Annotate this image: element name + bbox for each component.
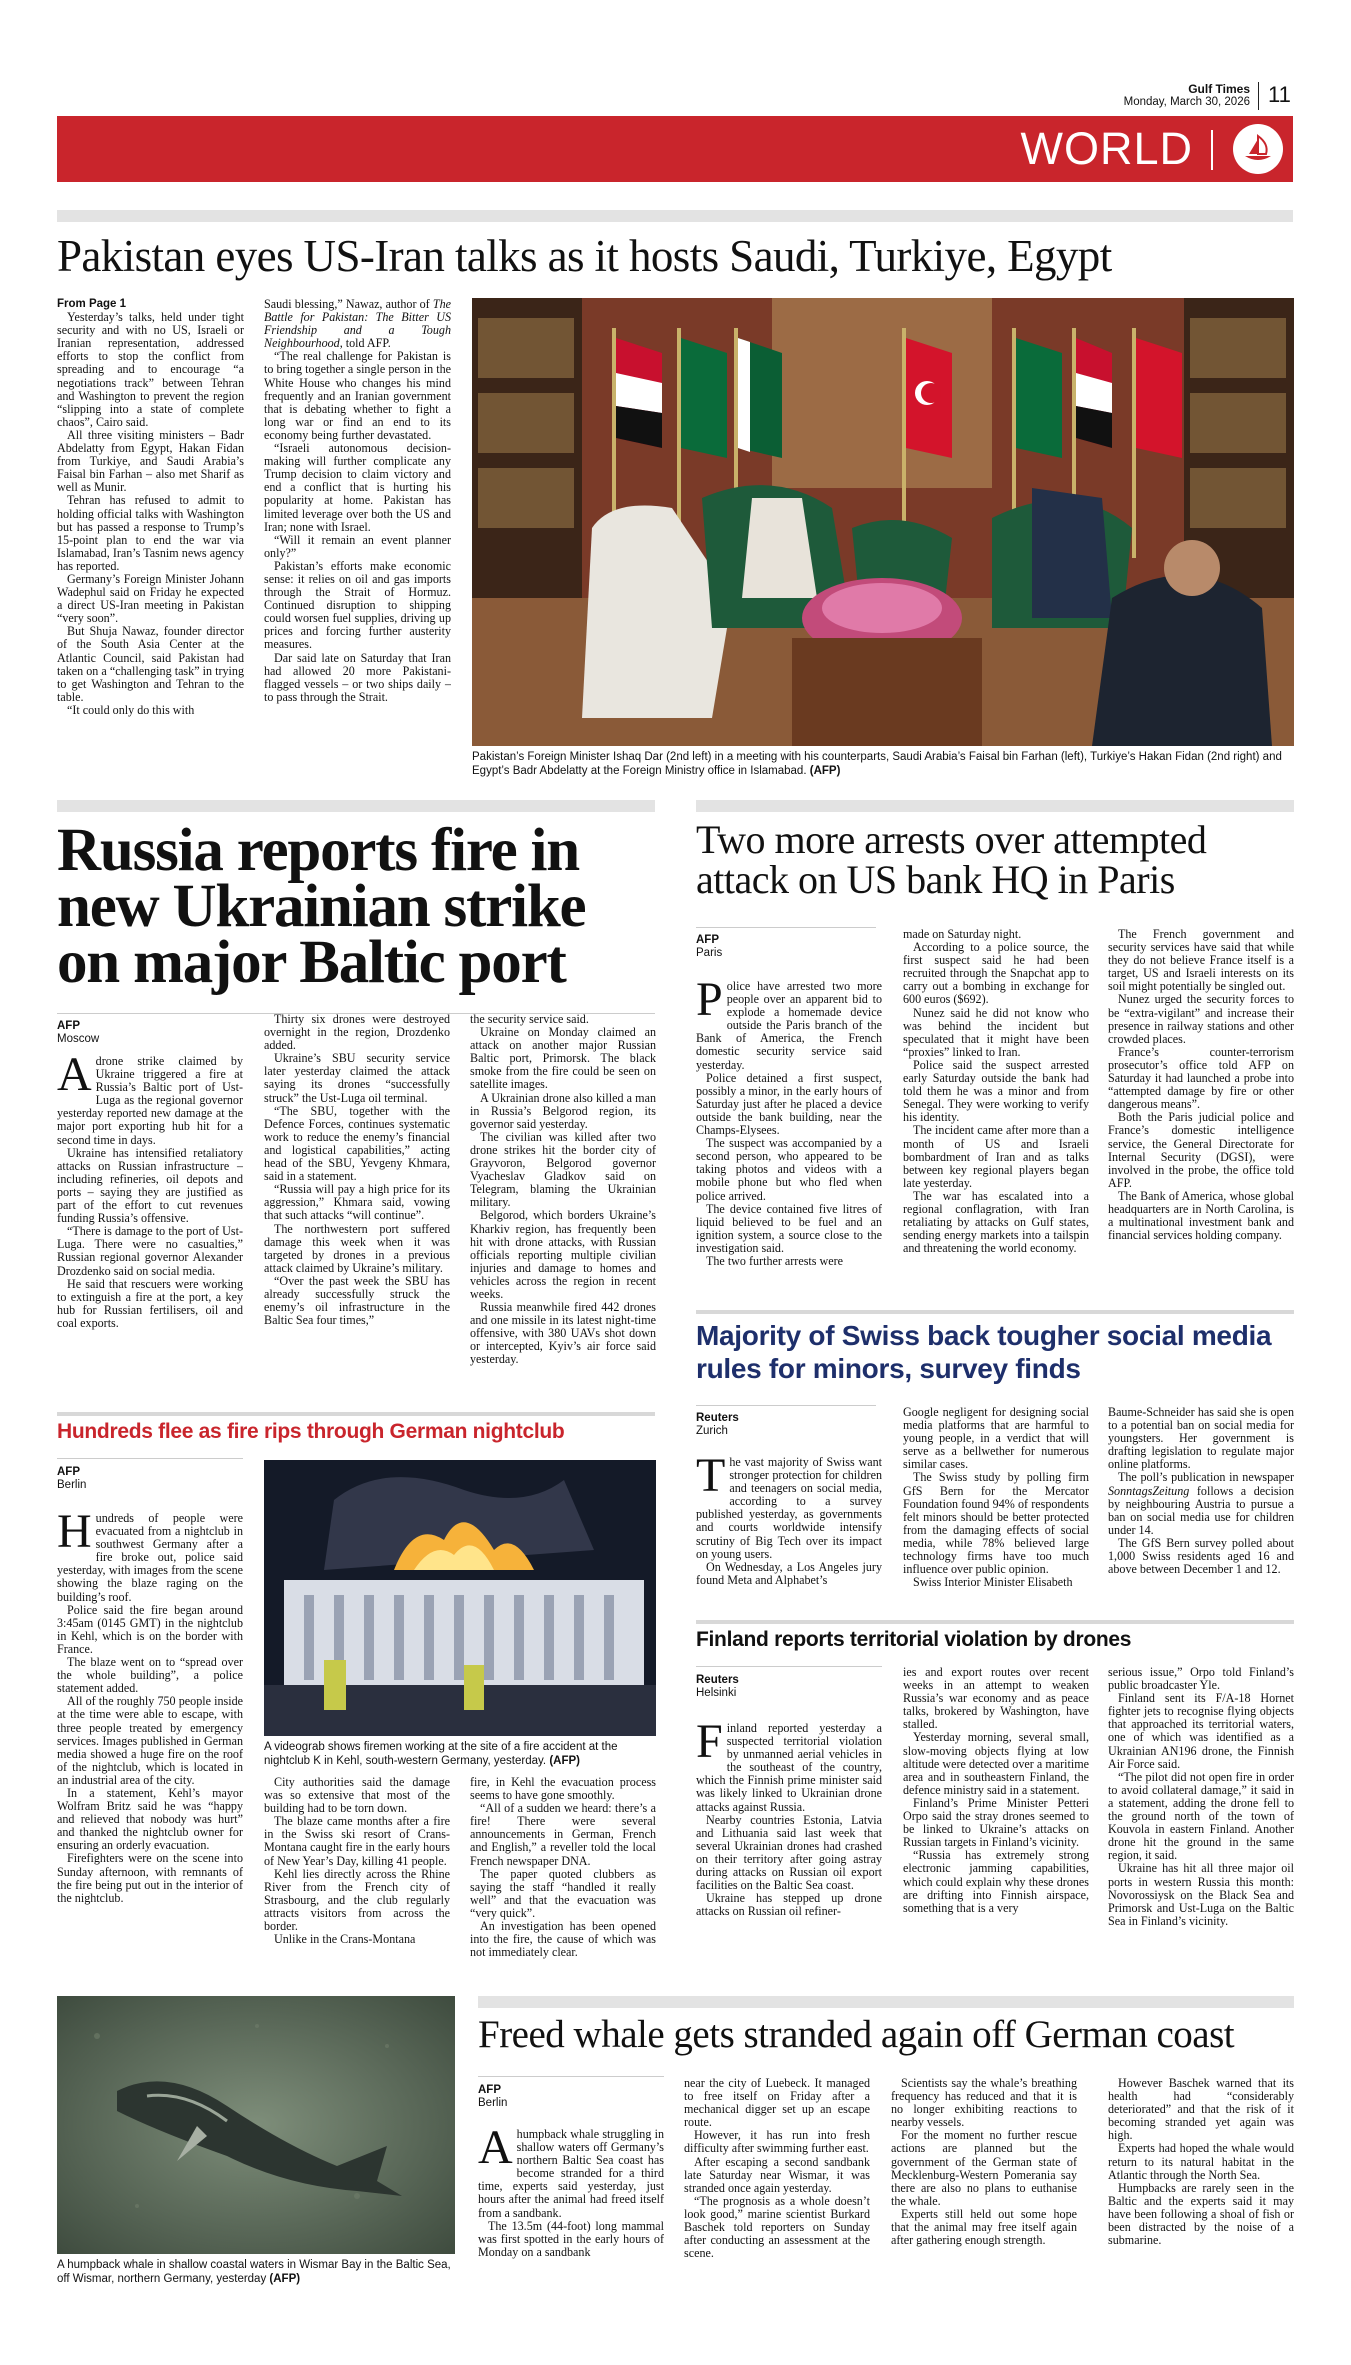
pakistan-column-2 (264, 298, 451, 778)
paragraph: serious issue,” Orpo told Finland’s public broadcaster Yle. (1108, 1666, 1294, 1693)
paragraph: However, it has run into fresh difficulty after swimming further east. (684, 2128, 870, 2156)
finland-column-1 (696, 1722, 882, 1982)
germany-column-3 (470, 1776, 656, 1982)
whale-photo-caption: A humpback whale in shallow coastal waters in Wismar Bay in the Baltic Sea, off Wismar, northern Germany, yesterday (AFP) (57, 2259, 451, 2285)
whale-photo (57, 1996, 455, 2254)
paris-headline: Two more arrests over attempted attack on US bank HQ in Paris (696, 817, 1207, 902)
paragraph: On Wednesday, a Los Angeles jury found Meta and Alphabet’s (696, 1559, 882, 1587)
from-page-note: From Page 1 (57, 298, 127, 310)
article-rule (478, 2076, 664, 2077)
paragraph: Kehl lies directly across the Rhine River from the French city of Strasbourg, and the club regularly attracts visitors from across the border. (264, 1866, 450, 1934)
whale-column-3 (891, 2077, 1077, 2343)
paragraph: Experts still held out some hope that the animal may free itself again after gathering enough strength. (891, 2206, 1077, 2248)
swiss-column-2 (903, 1406, 1089, 1618)
paragraph: The poll’s publication in newspaper SonntagsZeitung follows a decision by neighbouring Austria to pursue a ban on social media use for children under 14. (1108, 1470, 1294, 1537)
nightclub-fire-photo (264, 1460, 656, 1736)
paragraph: Scientists say the whale’s breathing frequency has reduced and that it is no longer exhibiting reactions to nearby vessels. (891, 2077, 1077, 2130)
russia-column-3 (470, 1013, 656, 1410)
paragraph: Finland sent its F/A-18 Hornet fighter jets to recognise flying objects that approached its territorial waters, one of which was identified as a Ukrainian AN196 drone, the Finnish Air Force said. (1108, 1691, 1294, 1771)
germany-byline (57, 1466, 86, 1492)
article-rule-top (478, 1996, 1294, 2008)
paragraph: An investigation has been opened into the fire, the cause of which was not immediately clear. (470, 1919, 656, 1960)
paragraph: Police have arrested two more people over an apparent bid to explode a homemade device outside the Paris branch of the Bank of America, the French domestic security service said yesterday. (696, 980, 882, 1072)
paragraph: In a statement, Kehl’s mayor Wolfram Britz said he was “happy and relieved that nobody was hurt” and thanked the nightclub owner for ensuring an orderly evacuation. (57, 1785, 243, 1853)
dateline: Berlin (57, 1479, 87, 1491)
agency: AFP (57, 1466, 80, 1478)
paragraph: “The SBU, together with the Defence Forces, continues systematic work to reduce the enemy’s financial and logistical capabilities,” acting head of the SBU, Yevgeny Khmara, said in a statement. (264, 1103, 450, 1184)
paragraph: Experts had hoped the whale would return to its natural habitat in the Atlantic through the North Sea. (1108, 2141, 1294, 2182)
paragraph: Yesterday morning, several small, slow-moving objects flying at low altitude were detected over a maritime area and in southeastern Finland, the defence ministry said in a statement. (903, 1730, 1089, 1797)
paragraph: “Russia has extremely strong electronic jamming capabilities, which could explain why these drones are drifting into Finnish airspace, something that is a very (903, 1848, 1089, 1915)
paragraph: ies and export routes over recent weeks in an attempt to weaken Russia’s war economy and as peace talks, brokered by Washington, have stalled. (903, 1666, 1089, 1732)
paragraph: near the city of Luebeck. It managed to free itself on Friday after a mechanical digger set up an escape route. (684, 2077, 870, 2130)
dhow-logo-icon (1233, 124, 1283, 174)
germany-column-2 (264, 1776, 450, 1982)
dateline: Moscow (57, 1033, 100, 1045)
section-divider (1211, 130, 1213, 170)
section-banner (57, 116, 1293, 182)
dateline: Paris (696, 947, 723, 959)
paragraph: “There is damage to the port of Ust-Luga. There were no casualties,” Russian regional governor Alexander Drozdenko said on social media. (57, 1224, 243, 1278)
whale-column-2 (684, 2077, 870, 2343)
paragraph: The blaze went on to “spread over the whole building”, a police statement added. (57, 1655, 243, 1696)
swiss-byline (696, 1412, 739, 1438)
paragraph: Yesterday’s talks, held under tight security and with no US, Israeli or Iranian representation, addressed efforts to stop the conflict from spreading and to encourage “a negotiations track” between Tehran and Washington to prevent the region “slipping into a state of complete chaos”, Cairo said. (57, 310, 244, 429)
paragraph: The blaze came months after a fire in the Swiss ski resort of Crans-Montana caught fire in the early hours of New Year’s Day, killing 41 people. (264, 1814, 450, 1868)
paragraph: The vast majority of Swiss want stronger protection for children and teenagers on social media, according to a survey published yesterday, as governments and courts worldwide intensify scrutiny of Big Tech over its impact on young users. (696, 1456, 882, 1561)
paragraph: Unlike in the Crans-Montana (274, 1932, 416, 1947)
agency: Reuters (696, 1412, 739, 1424)
article-rule (57, 1458, 243, 1459)
swiss-column-1 (696, 1456, 882, 1618)
pakistan-headline: Pakistan eyes US-Iran talks as it hosts Saudi, Turkiye, Egypt (57, 231, 1112, 281)
photo-credit: (AFP) (549, 1755, 580, 1767)
paris-column-3 (1108, 928, 1294, 1302)
paragraph: Humpbacks are rarely seen in the Baltic and the experts said it may have been following a shoal of fish or been distracted by the noise of a submarine. (1108, 2180, 1294, 2248)
paragraph: Both the Paris judicial police and France’s domestic intelligence service, the General Directorate for Internal Security (DGSI), were involved in the probe, the office told AFP. (1108, 1110, 1294, 1190)
russia-column-1 (57, 1055, 243, 1410)
paragraph: Ukraine has intensified retaliatory attacks on Russian infrastructure – including refineries, oil depots and ports – saying they are justified as part of the effort to cut revenues funding Russia’s offensive. (57, 1145, 243, 1226)
paragraph: The civilian was killed after two drone strikes hit the border city of Grayvoron, Belgorod governor Vyacheslav Gladkov said on Telegram, blaming the Ukrainian military. (470, 1129, 656, 1210)
agency: AFP (696, 934, 719, 946)
paragraph: But Shuja Nawaz, founder director of the South Asia Center at the Atlantic Council, said Pakistan had taken on a “challenging task” in trying to get Washington and Tehran to the table. (57, 624, 244, 704)
paragraph: The two further arrests were (706, 1253, 843, 1268)
paragraph: Saudi blessing,” Nawaz, author of The Battle for Pakistan: The Bitter US Friendship and a Tough Neighbourhood, told AFP. (264, 298, 451, 351)
finland-column-3 (1108, 1666, 1294, 1982)
paragraph: “Will it remain an event planner only?” (264, 532, 451, 560)
paragraph: Hundreds of people were evacuated from a nightclub in southwest Germany after a fire broke out, police said yesterday, with images from the scene showing the blaze raging on the building’s roof. (57, 1512, 243, 1604)
paragraph: “The pilot did not open fire in order to avoid collateral damage,” it said in a statement, adding the drone fell to the ground north of the town of Kouvola in eastern Finland. Another drone hit the ground in the same region, it said. (1108, 1769, 1294, 1863)
finland-byline (696, 1674, 739, 1700)
paragraph: City authorities said the damage was so extensive that most of the building had to be torn down. (264, 1776, 450, 1816)
paragraph: Pakistan’s efforts make economic sense: it relies on oil and gas imports through the Strait of Hormuz. Continued disruption to shipping could worsen fuel supplies, driving up prices and forcing further austerity measures. (264, 558, 451, 652)
paragraph: The French government and security services have said that while they do not believe France itself is a target, US and Israeli interests on its soil might potentially be singled out. (1108, 928, 1294, 994)
paragraph: Finland reported yesterday a suspected territorial violation by unmanned aerial vehicles in the southeast of the country, which the Finnish prime minister said was likely linked to Ukrainian drone attacks against Russia. (696, 1722, 882, 1814)
paragraph: the security service said. (470, 1013, 589, 1026)
article-rule-top (57, 1412, 655, 1416)
article-rule-top (696, 1310, 1294, 1314)
paragraph: Nearby countries Estonia, Latvia and Lithuania said last week that several Ukrainian drones had crashed on their territory after going astray during attacks on Russian oil export facilities on the Baltic Sea coast. (696, 1812, 882, 1893)
paragraph: “It could only do this with (67, 702, 195, 717)
paragraph: Firefighters were on the scene into Sunday afternoon, with remnants of the fire being put out in the interior of the nightclub. (57, 1851, 243, 1905)
paragraph: The suspect was accompanied by a second person, who appeared to be taking photos and videos with a mobile phone but who fled when police arrived. (696, 1136, 882, 1203)
paragraph: The paper quoted clubbers as saying the staff “handled it really well” and that the evacuation was “very quick”. (470, 1866, 656, 1920)
russia-byline (57, 1020, 99, 1046)
article-rule-top (696, 800, 1294, 812)
article-rule (696, 1405, 876, 1406)
paragraph: Ukraine on Monday claimed an attack on another major Russian Baltic port, Primorsk. The black smoke from the fire could be seen on satellite images. (470, 1025, 656, 1092)
pakistan-photo-caption: Pakistan’s Foreign Minister Ishaq Dar (2nd left) in a meeting with his counterparts, Saudi Arabia’s Faisal bin Farhan (left), Turkiye’s Hakan Fidan (2nd right) and Egypt’s Badr Abdelatty at the Foreign Ministry office in Islamabad. (AFP) (472, 751, 1282, 777)
paragraph: “Over the past week the SBU has already successfully struck the enemy’s oil infrastructure in the Baltic Sea four times,” (264, 1273, 450, 1328)
masthead: Gulf Times (1188, 82, 1250, 96)
dateline: Zurich (696, 1425, 728, 1437)
section-title: WORLD (1020, 123, 1193, 174)
article-rule (696, 927, 876, 928)
photo-credit: (AFP) (269, 2273, 301, 2285)
germany-headline: Hundreds flee as fire rips through German nightclub (57, 1420, 565, 1443)
finland-headline: Finland reports territorial violation by drones (696, 1628, 1132, 1651)
agency: AFP (57, 1020, 80, 1032)
paragraph: Nunez said he did not know who was behind the incident but speculated that it might have been “proxies” linked to Iran. (903, 1005, 1089, 1059)
dateline: Helsinki (696, 1687, 737, 1699)
paragraph: fire, in Kehl the evacuation process seems to have gone smoothly. (470, 1776, 656, 1803)
paragraph: Police detained a first suspect, possibly a minor, in the early hours of Saturday just after he placed a device outside the bank building, near the Champs-Elysees. (696, 1070, 882, 1138)
paragraph: Russia meanwhile fired 442 drones and one missile in its latest night-time offensive, with 380 UAVs shot down or intercepted, Kyiv’s air force said yesterday. (470, 1300, 656, 1367)
paragraph: He said that rescuers were working to extinguish a fire at the port, a key hub for Russian fertilisers, oil and coal exports. (57, 1276, 243, 1330)
paragraph: The northwestern port suffered damage this week when it was targeted by drones in a previous attack claimed by Ukraine’s military. (264, 1221, 450, 1275)
newspaper-name: SonntagsZeitung (1108, 1483, 1190, 1498)
paragraph: “All of a sudden we heard: there’s a fire! There were several announcements in German, French and English,” a reveller told the local French newspaper DNA. (470, 1801, 656, 1868)
paragraph: France’s counter-terrorism prosecutor’s office told AFP on Saturday it had launched a probe into “attempted damage by fire or other dangerous means”. (1108, 1044, 1294, 1112)
whale-headline: Freed whale gets stranded again off German coast (478, 2013, 1235, 2056)
paragraph: “The prognosis as a whole doesn’t look good,” marine scientist Burkard Baschek told reporters on Sunday after conducting an assessment at the scene. (684, 2193, 870, 2261)
paragraph: “The real challenge for Pakistan is to bring together a single person in the White House who changes his mind frequently and an Iranian government that is debating whether to fight a long war or find an end to its economy being further devastated. (264, 349, 451, 442)
paragraph: The device contained five litres of liquid believed to be fuel and an ignition system, a source close to the investigation said. (696, 1201, 882, 1255)
article-rule-top (57, 800, 655, 812)
russia-column-2 (264, 1013, 450, 1410)
article-rule-top (696, 1620, 1294, 1624)
paragraph: According to a police source, the first suspect said he had been recruited through the Snapchat app to carry out a bombing in exchange for 600 euros ($692). (903, 940, 1089, 1007)
germany-photo-caption: A videograb shows firemen working at the site of a fire accident at the nightclub K in Kehl, south-western Germany, yesterday. (AFP) (264, 1741, 618, 1767)
paragraph: made on Saturday night. (903, 928, 1022, 941)
paris-column-2 (903, 928, 1089, 1302)
finland-column-2 (903, 1666, 1089, 1982)
whale-byline (478, 2084, 507, 2110)
paragraph: The GfS Bern survey polled about 1,000 Swiss residents aged 16 and above between December 1 and 12. (1108, 1535, 1294, 1577)
photo-credit: (AFP) (809, 765, 841, 777)
paris-column-1 (696, 980, 882, 1302)
paragraph: Nunez urged the security forces to be “extra-vigilant” and increase their presence in railway stations and other crowded places. (1108, 992, 1294, 1046)
paragraph: “Russia will pay a high price for its aggression,” Khmara said, vowing that such attacks “will continue”. (264, 1182, 450, 1223)
whale-column-1 (478, 2128, 664, 2343)
paragraph: The incident came after more than a month of US and Israeli bombardment of Iran and as talks between key regional players began late yesterday. (903, 1123, 1089, 1190)
paragraph: “Israeli autonomous decision-making will further complicate any Trump decision to claim victory and end a conflict that is hurting his popularity at home. Pakistan has limited leverage over both the US and Iran; none with Israel. (264, 441, 451, 534)
paragraph: Adrone strike claimed by Ukraine triggered a fire at Russia’s Baltic port of Ust-Luga as the regional governor yesterday reported new damage at the major port exporting hub hit for a second time in days. (57, 1055, 243, 1147)
paragraph: For the moment no further rescue actions are planned but the government of the German state of Mecklenburg-Western Pomerania say there are also no plans to euthanise the whale. (891, 2128, 1077, 2208)
paragraph: However Baschek warned that its health had “considerably deteriorated” and that the risk of it becoming stranded yet again was high. (1108, 2077, 1294, 2143)
pakistan-meeting-photo (472, 298, 1294, 746)
paragraph: Swiss Interior Minister Elisabeth (913, 1575, 1073, 1590)
article-rule (696, 1666, 882, 1667)
paragraph: All three visiting ministers – Badr Abdelatty from Egypt, Hakan Fidan from Turkiye, and Saudi Arabia’s Faisal bin Farhan – also met Sharif as well as Munir. (57, 427, 244, 495)
swiss-column-3 (1108, 1406, 1294, 1618)
paragraph: All of the roughly 750 people inside at the time were able to escape, with three people treated by emergency services. Images published in German media showed a huge fire on the roof of the nightclub, which is located in an industrial area of the city. (57, 1694, 243, 1787)
paragraph: Baume-Schneider has said she is open to a potential ban on social media for youngsters. Her government is drafting legislation to regulate major online platforms. (1108, 1406, 1294, 1472)
paragraph: Tehran has refused to admit to holding official talks with Washington but has passed a response to Trump’s 15-point plan to end the war via Islamabad, Iran’s Tasnim news agency has reported. (57, 493, 244, 573)
paragraph: Google negligent for designing social media platforms that are harmful to young people, in a verdict that will serve as a bellwether for numerous similar cases. (903, 1406, 1089, 1472)
paragraph: Ahumpback whale struggling in shallow waters off Germany’s northern Baltic Sea coast has become stranded for a third time, experts said yesterday, just hours after the animal had freed itself from a sandbank. (478, 2128, 664, 2220)
dateline: Berlin (478, 2097, 508, 2109)
paragraph: Ukraine has hit all three major oil ports in western Russia this month: Novorossiysk on the Black Sea and Primorsk and Ust-Luga on the Baltic Sea in Finland’s vicinity. (1108, 1861, 1294, 1928)
whale-column-4 (1108, 2077, 1294, 2343)
paragraph: Thirty six drones were destroyed overnight in the region, Drozdenko added. (264, 1013, 450, 1053)
russia-headline: Russia reports fire in new Ukrainian strike on major Baltic port (57, 817, 586, 996)
paragraph: The war has escalated into a regional conflagration, with Iran retaliating by attacks on Gulf states, sending energy markets into a tailspin and threatening the world economy. (903, 1188, 1089, 1256)
paragraph: Belgorod, which borders Ukraine’s Kharkiv region, has frequently been hit with drone attacks, with Russian officials reporting multiple civilian injuries and damage to homes and vehicles across the region in recent weeks. (470, 1208, 656, 1301)
paragraph: Ukraine’s SBU security service later yesterday claimed the attack saying its drones “successfully struck” the Ust-Luga oil terminal. (264, 1051, 450, 1105)
paragraph: The 13.5m (44-foot) long mammal was first spotted in the early hours of Monday on a sandbank (478, 2218, 664, 2259)
agency: Reuters (696, 1674, 739, 1686)
article-rule-top (57, 210, 1293, 222)
pakistan-column-1 (57, 298, 244, 778)
paris-byline (696, 934, 722, 960)
paragraph: Ukraine has stepped up drone attacks on Russian oil refiner- (696, 1891, 882, 1919)
paragraph: After escaping a second sandbank late Saturday near Wismar, it was stranded once again yesterday. (684, 2154, 870, 2195)
paragraph: Germany’s Foreign Minister Johann Wadephul said on Friday he expected a direct US-Iran meeting in Pakistan “very soon”. (57, 571, 244, 626)
paragraph: The Swiss study by polling firm GfS Bern for the Mercator Foundation found 94% of respondents felt minors should be better protected from the damaging effects of social media, while 78% believed large technology firms have too much influence over public opinion. (903, 1470, 1089, 1577)
paragraph: A Ukrainian drone also killed a man in Russia’s Belgorod region, its governor said yesterday. (470, 1090, 656, 1131)
agency: AFP (478, 2084, 501, 2096)
page-number-divider (1258, 82, 1259, 110)
paragraph: Police said the fire began around 3:45am (0145 GMT) in the nightclub in Kehl, which is on the border with France. (57, 1602, 243, 1656)
book-title: The Battle for Pakistan: The Bitter US Friendship and a Tough Neighbourhood (264, 298, 451, 351)
germany-column-1 (57, 1512, 243, 1982)
swiss-headline: Majority of Swiss back tougher social media rules for minors, survey finds (696, 1320, 1272, 1384)
issue-date: Monday, March 30, 2026 (1123, 96, 1250, 108)
page-number: 11 (1268, 82, 1291, 107)
paragraph: Dar said late on Saturday that Iran had allowed 20 more Pakistani-flagged vessels – or two ships daily – to pass through the Strait. (264, 650, 451, 704)
paragraph: The Bank of America, whose global headquarters are in North Carolina, is a multinational investment bank and financial services holding company. (1108, 1188, 1294, 1243)
paragraph: Police said the suspect arrested early Saturday outside the bank had told them he was a minor and from Senegal. They were working to verify his identity. (903, 1057, 1089, 1125)
paragraph: Finland’s Prime Minister Petteri Orpo said the stray drones seemed to be linked to Ukraine’s attacks on Russian targets in Finland’s vicinity. (903, 1795, 1089, 1850)
